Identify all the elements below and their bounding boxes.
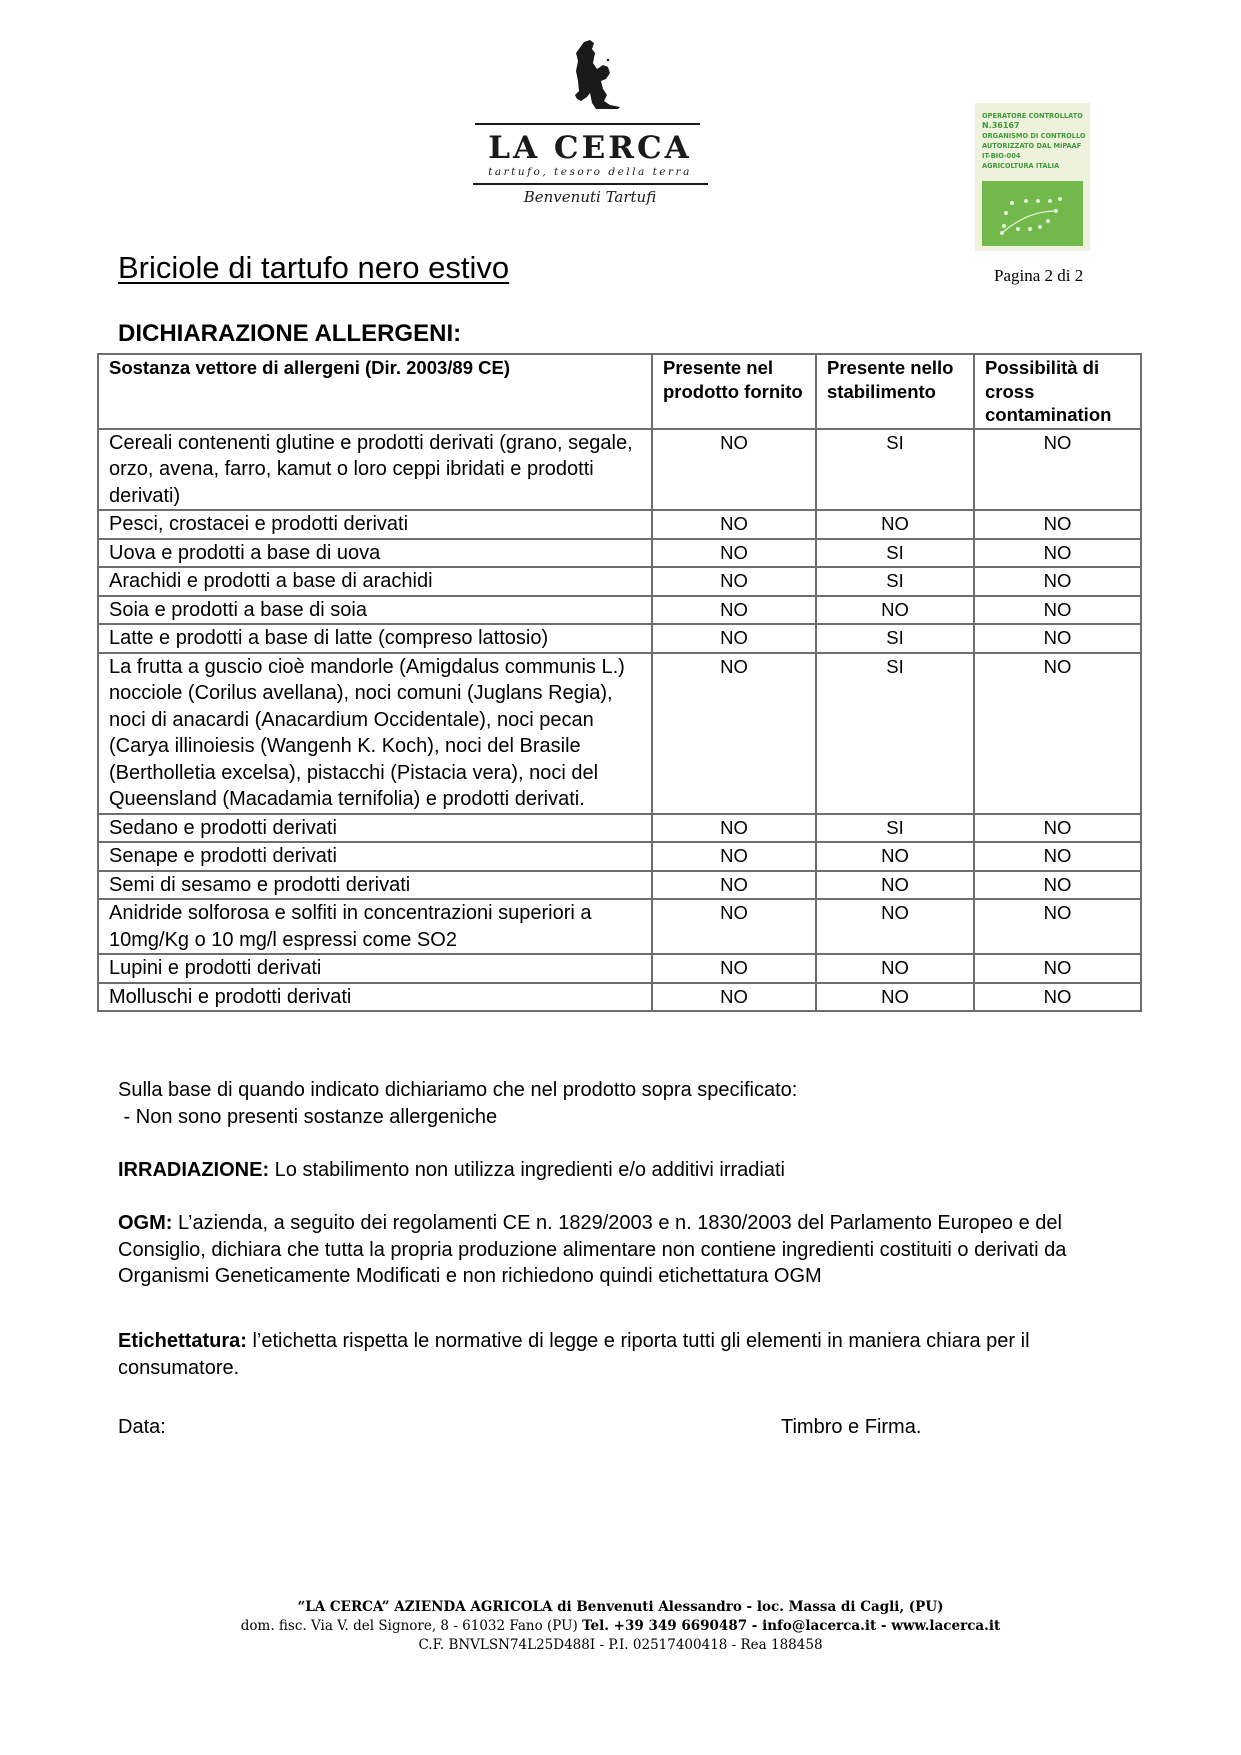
footer-phone-email-web: Tel. +39 349 6690487 - info@lacerca.it - www.lacerca.it — [582, 1618, 1001, 1634]
in-product-cell: NO — [652, 954, 816, 983]
in-product-cell: NO — [652, 539, 816, 568]
bio-badge-text — [982, 111, 1090, 171]
irradiation-statement — [118, 1157, 1118, 1184]
cross-contamination-cell: NO — [974, 899, 1141, 954]
table-row — [98, 899, 1141, 954]
logo-divider-bottom — [473, 183, 708, 185]
labeling-text: l’etichetta rispetta le normative di legge e riporta tutti gli elementi in maniera chiara per il consumatore. — [118, 1330, 1030, 1379]
substance-cell: Cereali contenenti glutine e prodotti derivati (grano, segale, orzo, avena, farro, kamut o loro ceppi ibridati e prodotti derivati) — [98, 429, 652, 511]
table-header-row — [98, 354, 1141, 429]
logo-signature: Benvenuti Tartufi — [523, 188, 657, 206]
in-plant-cell: SI — [816, 429, 974, 511]
in-plant-cell: NO — [816, 596, 974, 625]
ogm-label: OGM: — [118, 1212, 173, 1234]
stamp-signature-label: Timbro e Firma. — [781, 1416, 922, 1438]
organic-certification-badge — [975, 103, 1090, 251]
cross-contamination-cell: NO — [974, 624, 1141, 653]
in-product-cell: NO — [652, 429, 816, 511]
in-product-cell: NO — [652, 814, 816, 843]
column-header-substance: Sostanza vettore di allergeni (Dir. 2003/89 CE) — [98, 354, 652, 429]
in-plant-cell: NO — [816, 842, 974, 871]
cross-contamination-cell: NO — [974, 653, 1141, 814]
bio-line-agriculture: AGRICOLTURA ITALIA — [982, 162, 1060, 170]
substance-cell: Molluschi e prodotti derivati — [98, 983, 652, 1012]
in-product-cell: NO — [652, 624, 816, 653]
company-logo — [470, 38, 710, 220]
cross-contamination-cell: NO — [974, 842, 1141, 871]
column-header-cross-contamination: Possibilità di cross contamination — [974, 354, 1141, 429]
logo-tagline: tartufo, tesoro della terra — [488, 166, 692, 178]
declaration-line: Sulla base di quando indicato dichiariamo che nel prodotto sopra specificato: — [118, 1079, 798, 1101]
cross-contamination-cell: NO — [974, 814, 1141, 843]
in-plant-cell: SI — [816, 814, 974, 843]
in-plant-cell: SI — [816, 539, 974, 568]
cross-contamination-cell: NO — [974, 871, 1141, 900]
bio-line-code: IT-BIO-004 — [982, 152, 1021, 160]
table-row — [98, 429, 1141, 511]
substance-cell: La frutta a guscio cioè mandorle (Amigdalus communis L.) nocciole (Corilus avellana), noci comuni (Juglans Regia), noci di anacardi (Anacardium Occidentale), noci pecan (Carya illinoiesis (Wangenh K. Koch), noci del Brasile (Bertholletia excelsa), pistacchi (Pistacia vera), noci del Queensland (Macadamia ternifolia) e prodotti derivati. — [98, 653, 652, 814]
allergens-table — [97, 353, 1142, 1012]
ogm-statement — [118, 1210, 1108, 1290]
table-row — [98, 567, 1141, 596]
cross-contamination-cell: NO — [974, 983, 1141, 1012]
document-title: Briciole di tartufo nero estivo — [118, 250, 510, 285]
declaration-bullet: - Non sono presenti sostanze allergeniche — [118, 1105, 498, 1128]
footer-fiscal: C.F. BNVLSN74L25D488I - P.I. 02517400418 - Rea 188458 — [418, 1637, 823, 1653]
irradiation-label: IRRADIAZIONE: — [118, 1159, 270, 1181]
cross-contamination-cell: NO — [974, 429, 1141, 511]
date-label: Data: — [118, 1416, 166, 1438]
substance-cell: Latte e prodotti a base di latte (compreso lattosio) — [98, 624, 652, 653]
in-product-cell: NO — [652, 510, 816, 539]
in-plant-cell: NO — [816, 899, 974, 954]
table-row — [98, 814, 1141, 843]
in-product-cell: NO — [652, 842, 816, 871]
bio-line-organism: ORGANISMO DI CONTROLLO — [982, 132, 1086, 140]
cross-contamination-cell: NO — [974, 596, 1141, 625]
table-row — [98, 596, 1141, 625]
table-row — [98, 983, 1141, 1012]
substance-cell: Pesci, crostacei e prodotti derivati — [98, 510, 652, 539]
in-plant-cell: NO — [816, 510, 974, 539]
labeling-statement — [118, 1328, 1128, 1381]
substance-cell: Anidride solforosa e solfiti in concentrazioni superiori a 10mg/Kg o 10 mg/l espressi come SO2 — [98, 899, 652, 954]
cross-contamination-cell: NO — [974, 510, 1141, 539]
table-row — [98, 539, 1141, 568]
truffle-hunter-icon — [562, 38, 622, 118]
substance-cell: Soia e prodotti a base di soia — [98, 596, 652, 625]
table-row — [98, 842, 1141, 871]
logo-title: LA CERCA — [488, 130, 692, 166]
in-product-cell: NO — [652, 871, 816, 900]
in-product-cell: NO — [652, 653, 816, 814]
bio-line-operator: OPERATORE CONTROLLATO — [982, 112, 1083, 120]
in-product-cell: NO — [652, 567, 816, 596]
in-product-cell: NO — [652, 596, 816, 625]
substance-cell: Uova e prodotti a base di uova — [98, 539, 652, 568]
substance-cell: Sedano e prodotti derivati — [98, 814, 652, 843]
cross-contamination-cell: NO — [974, 567, 1141, 596]
table-row — [98, 954, 1141, 983]
eu-organic-leaf-icon — [982, 181, 1083, 246]
section-title-allergens: DICHIARAZIONE ALLERGENI: — [118, 320, 462, 347]
table-row — [98, 624, 1141, 653]
page-footer — [0, 1598, 1241, 1655]
in-plant-cell: SI — [816, 567, 974, 596]
labeling-label: Etichettatura: — [118, 1330, 247, 1352]
substance-cell: Semi di sesamo e prodotti derivati — [98, 871, 652, 900]
column-header-in-plant: Presente nello stabilimento — [816, 354, 974, 429]
footer-address: dom. fisc. Via V. del Signore, 8 - 61032 Fano (PU) — [240, 1618, 583, 1634]
in-product-cell: NO — [652, 983, 816, 1012]
ogm-text: L’azienda, a seguito dei regolamenti CE n. 1829/2003 e n. 1830/2003 del Parlamento Europeo e del Consiglio, dichiara che tutta la propria produzione alimentare non contiene ingredienti costituiti o derivati da Organismi Geneticamente Modificati e non richiedono quindi etichettatura OGM — [118, 1212, 1067, 1287]
table-row — [98, 510, 1141, 539]
column-header-in-product: Presente nel prodotto fornito — [652, 354, 816, 429]
bio-line-number: N.36167 — [982, 121, 1020, 130]
substance-cell: Lupini e prodotti derivati — [98, 954, 652, 983]
table-row — [98, 871, 1141, 900]
in-plant-cell: NO — [816, 983, 974, 1012]
in-plant-cell: SI — [816, 624, 974, 653]
substance-cell: Arachidi e prodotti a base di arachidi — [98, 567, 652, 596]
cross-contamination-cell: NO — [974, 954, 1141, 983]
substance-cell: Senape e prodotti derivati — [98, 842, 652, 871]
in-plant-cell: SI — [816, 653, 974, 814]
in-plant-cell: NO — [816, 954, 974, 983]
footer-contacts — [0, 1617, 1241, 1636]
irradiation-text: Lo stabilimento non utilizza ingredienti e/o additivi irradiati — [269, 1159, 785, 1181]
bio-line-authorized: AUTORIZZATO DAL MiPAAF — [982, 142, 1082, 150]
in-product-cell: NO — [652, 899, 816, 954]
allergen-declaration — [118, 1077, 1118, 1130]
logo-divider-top — [475, 123, 700, 125]
page-indicator: Pagina 2 di 2 — [994, 266, 1084, 285]
footer-company: “LA CERCA” AZIENDA AGRICOLA di Benvenuti Alessandro - loc. Massa di Cagli, (PU) — [297, 1599, 944, 1615]
table-row — [98, 653, 1141, 814]
cross-contamination-cell: NO — [974, 539, 1141, 568]
in-plant-cell: NO — [816, 871, 974, 900]
